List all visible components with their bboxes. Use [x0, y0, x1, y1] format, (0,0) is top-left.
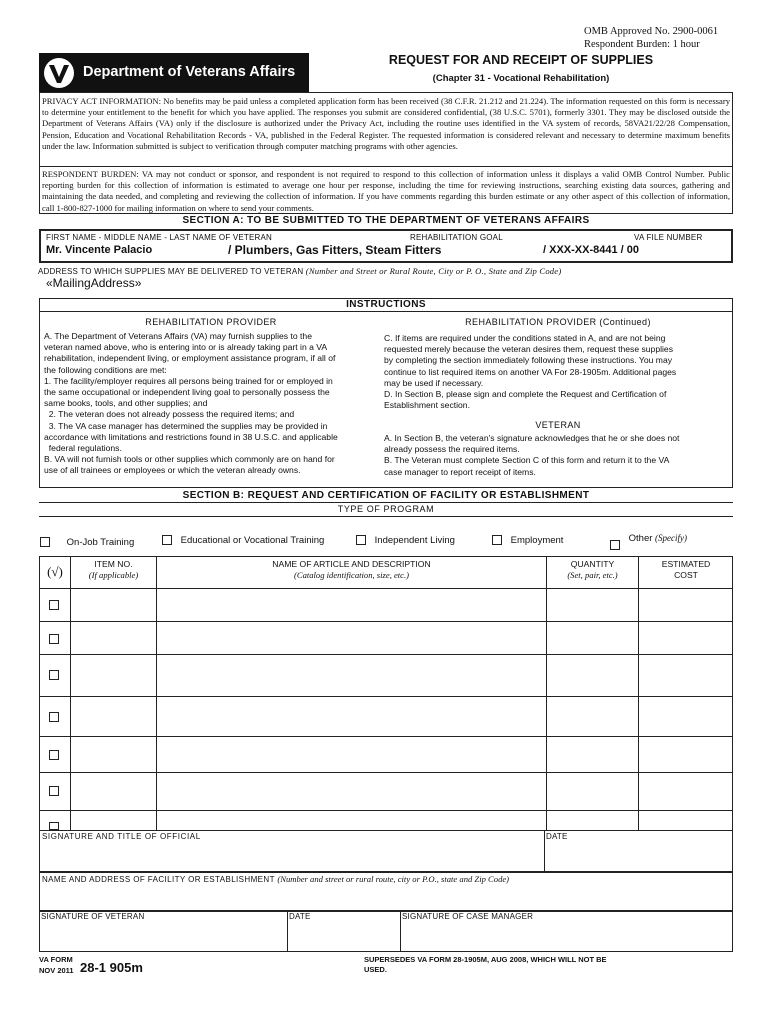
instruction-line: the following conditions are met:	[44, 364, 167, 375]
address-label: ADDRESS TO WHICH SUPPLIES MAY BE DELIVERED TO VETERAN (Number and Street or Rural Route, City or P. O., State and Zip Code)	[38, 266, 562, 276]
veteran-heading: VETERAN	[535, 420, 581, 430]
row-checkbox[interactable]	[49, 712, 59, 722]
instruction-line: 3. The VA case manager has determined the supplies may be provided in	[44, 420, 328, 431]
program-employment[interactable]: Employment	[492, 535, 563, 546]
program-independent[interactable]: Independent Living	[356, 535, 455, 546]
instruction-line: A. In Section B, the veteran's signature acknowledges that he or she does not	[384, 433, 680, 443]
checkbox[interactable]	[492, 535, 502, 545]
instruction-line: veteran named above, who is entering into or is already taking part in a VA	[44, 342, 328, 353]
instruction-line: use of all trainees or employees or which the veteran already owns.	[44, 465, 301, 476]
date-label: DATE	[546, 832, 568, 841]
instruction-line: accordance with limitations and restrictions found in 38 U.S.C. and applicable	[44, 431, 338, 442]
checkbox[interactable]	[40, 537, 50, 547]
checkbox[interactable]	[356, 535, 366, 545]
type-of-program-label: TYPE OF PROGRAM	[337, 504, 435, 514]
right-heading: REHABILITATION PROVIDER (Continued)	[465, 317, 651, 327]
instruction-line: requested merely because the veteran desires them, request these supplies	[384, 344, 674, 355]
instruction-line: Establishment section.	[384, 400, 470, 411]
form-title: REQUEST FOR AND RECEIPT OF SUPPLIES	[388, 53, 654, 67]
facility-label: NAME AND ADDRESS OF FACILITY OR ESTABLISHMENT (Number and street or rural route, city or P.O., state and Zip Code)	[42, 874, 510, 884]
sig-veteran-label: SIGNATURE OF VETERAN	[41, 912, 145, 921]
instruction-line: same books, tools, and other supplies; and	[44, 398, 208, 409]
va-header-banner	[39, 53, 309, 92]
row-checkbox[interactable]	[49, 600, 59, 610]
instruction-line: may be used if necessary.	[384, 377, 484, 388]
file-label: VA FILE NUMBER	[634, 233, 703, 242]
instruction-line: rehabilitation, independent living, or employment assistance program, if all of	[44, 353, 336, 364]
section-a-title: SECTION A: TO BE SUBMITTED TO THE DEPARTMENT OF VETERANS AFFAIRS	[182, 215, 590, 226]
rehab-goal[interactable]: / Plumbers, Gas Fitters, Steam Fitters	[228, 243, 442, 257]
instruction-line: B. VA will not furnish tools or other supplies which commonly are on hand for	[44, 454, 335, 465]
footer-supersedes: SUPERSEDES VA FORM 28-1905M, AUG 2008, WHICH WILL NOT BE USED.	[364, 955, 607, 974]
va-logo-icon	[43, 57, 75, 89]
program-other[interactable]: Other (Specify)	[610, 532, 687, 550]
instruction-line: federal regulations.	[44, 443, 122, 454]
footer-date: NOV 2011	[39, 966, 74, 975]
footer-form-number: 28-1 905m	[80, 960, 143, 975]
quantity-header: QUANTITY (Set, pair, etc.)	[567, 559, 618, 580]
items-table	[39, 556, 733, 831]
program-educational[interactable]: Educational or Vocational Training	[162, 535, 324, 546]
checkbox[interactable]	[162, 535, 172, 545]
privacy-act-text: PRIVACY ACT INFORMATION: No benefits may be paid unless a completed application form has been received (38 C.F.R. 21.212 and 21.224). The information requested on this form is necessary to determine your entitlement to the benefit for which you have applied. The responses you submit are considered confidential, (38 U.S.C. 5701), formerly 3301. They may be disclosed outside the Department of Veterans Affairs (VA) only if the disclosure is authorized under the Privacy Act, including the routine uses identified in the VA system of records, 58VA21/22/28 Compensation, Pension, Education and Vocational Rehabilitation Records - VA, published in the Federal Register. The requested information is considered relevant and necessary to determine maximum benefits under the law. Information submitted is subject to verification through computer matching programs with other agencies.	[42, 96, 730, 151]
veteran-name[interactable]: Mr. Vincente Palacio	[46, 244, 153, 256]
instruction-line: already possess the required items.	[384, 444, 520, 455]
right-instructions	[384, 333, 730, 411]
instruction-line: D. In Section B, please sign and complete the Request and Certification of	[384, 389, 667, 400]
footer-va-form: VA FORM	[39, 955, 73, 964]
row-checkbox[interactable]	[49, 670, 59, 680]
instruction-line: 2. The veteran does not already possess the required items; and	[44, 409, 295, 420]
respondent-burden-text: RESPONDENT BURDEN: VA may not conduct or sponsor, and respondent is not required to respond to this collection of information unless it displays a valid OMB Control Number. Public reporting burden for this collection of information is estimated to average one hour per response, including the time for reviewing instructions, searching existing data sources, gathering and maintaining the data needed, and completing and reviewing the collection of information. If you have comments regarding this burden estimate or any other aspect of this collection of information, call 1-800-827-1000 for mailing information on where to send your comments.	[42, 169, 730, 213]
date2-label: DATE	[289, 912, 311, 921]
goal-label: REHABILITATION GOAL	[410, 233, 503, 242]
file-number[interactable]: / XXX-XX-8441 / 00	[543, 244, 639, 256]
name-label: FIRST NAME - MIDDLE NAME - LAST NAME OF VETERAN	[46, 233, 273, 242]
instruction-line: A. The Department of Veterans Affairs (VA) may furnish supplies to the	[44, 331, 312, 341]
left-instructions	[44, 331, 384, 477]
check-column-header: (√)	[47, 564, 63, 579]
sig-official-label: SIGNATURE AND TITLE OF OFFICIAL	[42, 832, 201, 841]
instruction-line: C. If items are required under the conditions stated in A, and are not being	[384, 333, 666, 343]
row-checkbox[interactable]	[49, 786, 59, 796]
row-checkbox[interactable]	[49, 822, 59, 830]
instruction-line: B. The Veteran must complete Section C of this form and return it to the VA	[384, 455, 670, 466]
instruction-line: by completing the section immediately following these instructions. You may	[384, 355, 673, 366]
program-on-job[interactable]: On-Job Training	[40, 537, 134, 548]
sig-case-manager-label: SIGNATURE OF CASE MANAGER	[402, 912, 534, 921]
cost-header: ESTIMATED COST	[661, 559, 711, 580]
department-name: Department of Veterans Affairs	[83, 64, 296, 80]
checkbox[interactable]	[610, 540, 620, 550]
omb-burden: Respondent Burden: 1 hour	[584, 39, 700, 50]
row-checkbox[interactable]	[49, 634, 59, 644]
instructions-title: INSTRUCTIONS	[346, 299, 426, 310]
left-heading: REHABILITATION PROVIDER	[145, 317, 277, 327]
section-b-title: SECTION B: REQUEST AND CERTIFICATION OF FACILITY OR ESTABLISHMENT	[182, 490, 590, 501]
article-header: NAME OF ARTICLE AND DESCRIPTION (Catalog identification, size, etc.)	[272, 559, 431, 580]
veteran-instructions	[384, 433, 730, 478]
instruction-line: case manager to report receipt of items.	[384, 466, 536, 477]
mailing-address[interactable]: «MailingAddress»	[46, 276, 142, 290]
instruction-line: 1. The facility/employer requires all persons being trained for or employed in	[44, 375, 333, 386]
instruction-line: continue to list required items on another VA For 28-1905m. Additional pages	[384, 366, 677, 377]
item-no-header: ITEM NO. (If applicable)	[88, 559, 139, 580]
instruction-line: the same occupational or independent living goal to personally possess the	[44, 387, 330, 398]
row-checkbox[interactable]	[49, 750, 59, 760]
form-subtitle: (Chapter 31 - Vocational Rehabilitation)	[432, 73, 610, 84]
omb-approved: OMB Approved No. 2900-0061	[584, 26, 719, 37]
